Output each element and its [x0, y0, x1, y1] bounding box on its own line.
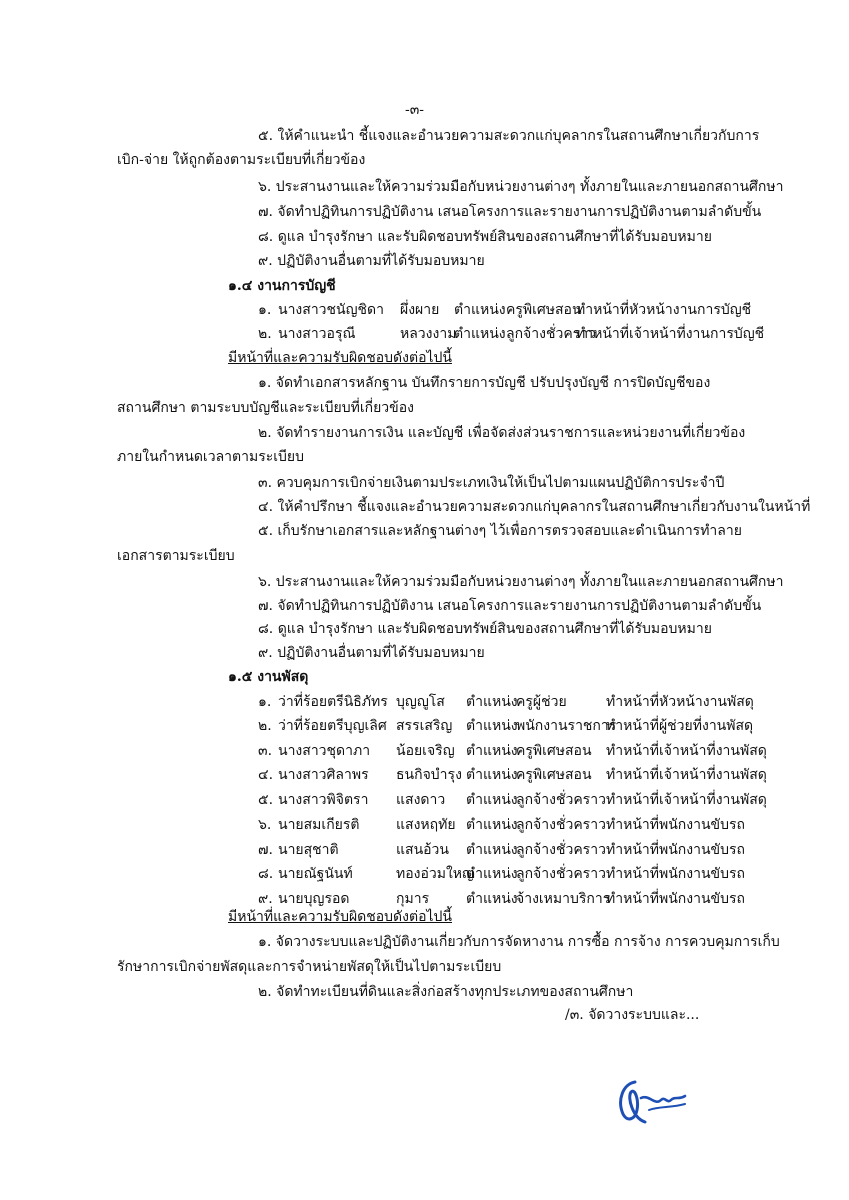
staff-number: ๘.: [258, 866, 274, 882]
staff-position: ครูพิเศษสอน: [506, 302, 582, 318]
staff-name: ว่าที่ร้อยตรีบุญเลิศ: [278, 718, 387, 734]
staff-row: [258, 815, 745, 835]
staff-role: ทำหน้าที่พนักงานขับรถ: [606, 866, 745, 882]
staff-number: ๕.: [258, 792, 274, 808]
staff-number: ๒.: [258, 718, 272, 734]
position-label: ตำแหน่ง: [466, 767, 518, 783]
position-label: ตำแหน่ง: [466, 817, 518, 833]
staff-role: ทำหน้าที่ผู้ช่วยที่งานพัสดุ: [606, 718, 754, 734]
staff-number: ๒.: [258, 326, 272, 342]
position-label: ตำแหน่ง: [466, 842, 518, 858]
duty-item: สถานศึกษา ตามระบบบัญชีและระเบียบที่เกี่ยวข้อง: [117, 400, 414, 416]
staff-name: นางสาวชุดาภา: [278, 743, 371, 759]
staff-name: นายบุญรอด: [278, 891, 350, 907]
signature: [605, 1070, 695, 1134]
staff-name: ว่าที่ร้อยตรีนิธิภัทร: [278, 694, 388, 710]
staff-number: ๓.: [258, 743, 273, 759]
position-label: ตำแหน่ง: [466, 792, 518, 808]
duty-heading: มีหน้าที่และความรับผิดชอบดังต่อไปนี้: [228, 909, 452, 925]
staff-role: ทำหน้าที่หัวหน้างานพัสดุ: [606, 694, 754, 710]
staff-name: นางสาวชนัญชิดา: [278, 302, 384, 318]
staff-row: [258, 716, 754, 736]
staff-surname: หลวงงาม: [400, 326, 457, 342]
duty-item: ภายในกำหนดเวลาตามระเบียบ: [117, 449, 304, 465]
staff-surname: กุมาร: [396, 891, 430, 907]
position-label: ตำแหน่ง: [454, 326, 506, 342]
intro-item: ๙. ปฏิบัติงานอื่นตามที่ได้รับมอบหมาย: [258, 253, 485, 269]
staff-position: ครูผู้ช่วย: [516, 694, 567, 710]
staff-row: [258, 300, 752, 320]
intro-item: เบิก-จ่าย ให้ถูกต้องตามระเบียบที่เกี่ยวข้อง: [117, 152, 366, 168]
staff-role: ทำหน้าที่พนักงานขับรถ: [606, 842, 745, 858]
staff-position: พนักงานราชการ: [516, 718, 617, 734]
staff-name: นางสาวพิจิตรา: [278, 792, 369, 808]
duty-item: ๗. จัดทำปฏิทินการปฏิบัติงาน เสนอโครงการและรายงานการปฏิบัติงานตามลำดับขั้น: [258, 598, 762, 614]
staff-number: ๙.: [258, 891, 273, 907]
staff-surname: สรรเสริญ: [396, 718, 453, 734]
staff-surname: แสงดาว: [396, 792, 446, 808]
staff-position: ลูกจ้างชั่วคราว: [516, 866, 606, 882]
staff-surname: ธนกิจบำรุง: [396, 767, 462, 783]
staff-row: [258, 765, 767, 785]
staff-position: ลูกจ้างชั่วคราว: [516, 817, 606, 833]
staff-position: จ้างเหมาบริการ: [516, 891, 611, 907]
staff-surname: แสนอ้วน: [396, 842, 449, 858]
intro-item: ๖. ประสานงานและให้ความร่วมมือกับหน่วยงานต่างๆ ทั้งภายในและภายนอกสถานศึกษา: [258, 179, 784, 195]
duty-item: ๙. ปฏิบัติงานอื่นตามที่ได้รับมอบหมาย: [258, 645, 485, 661]
staff-row: [258, 741, 767, 761]
staff-name: นายสมเกียรติ: [278, 817, 360, 833]
duty-item: ๖. ประสานงานและให้ความร่วมมือกับหน่วยงานต่างๆ ทั้งภายในและภายนอกสถานศึกษา: [258, 574, 784, 590]
staff-surname: แสงหฤทัย: [396, 817, 456, 833]
staff-surname: น้อยเจริญ: [396, 743, 455, 759]
staff-row: [258, 790, 767, 810]
duty-item: ๓. ควบคุมการเบิกจ่ายเงินตามประเภทเงินให้เป็นไปตามแผนปฏิบัติการประจำปี: [258, 475, 725, 491]
continuation-note: /๓. จัดวางระบบและ...: [565, 1007, 700, 1023]
staff-number: ๗.: [258, 842, 273, 858]
position-label: ตำแหน่ง: [466, 866, 518, 882]
staff-role: ทำหน้าที่เจ้าหน้าที่งานพัสดุ: [606, 743, 767, 759]
page-number: -๓-: [405, 102, 425, 118]
intro-item: ๘. ดูแล บำรุงรักษา และรับผิดชอบทรัพย์สินของสถานศึกษาที่ได้รับมอบหมาย: [258, 229, 712, 245]
duty-item: ๔. ให้คำปรึกษา ชี้แจงและอำนวยความสะดวกแก่บุคลากรในสถานศึกษาเกี่ยวกับงานในหน้าที่: [258, 499, 811, 515]
staff-surname: ผึ่งผาย: [400, 302, 440, 318]
staff-position: ครูพิเศษสอน: [516, 743, 592, 759]
duty-item: ๒. จัดทำทะเบียนที่ดินและสิ่งก่อสร้างทุกประเภทของสถานศึกษา: [258, 984, 634, 1000]
staff-row: [258, 864, 745, 884]
staff-position: ลูกจ้างชั่วคราว: [516, 792, 606, 808]
staff-position: ลูกจ้างชั่วคราว: [516, 842, 606, 858]
staff-number: ๔.: [258, 767, 274, 783]
staff-role: ทำหน้าที่พนักงานขับรถ: [606, 817, 745, 833]
position-label: ตำแหน่ง: [466, 891, 518, 907]
staff-number: ๑.: [258, 302, 272, 318]
duty-item: เอกสารตามระเบียบ: [117, 548, 235, 564]
duty-heading: มีหน้าที่และความรับผิดชอบดังต่อไปนี้: [228, 350, 452, 366]
staff-surname: บุญญูโส: [396, 694, 445, 710]
position-label: ตำแหน่ง: [466, 718, 518, 734]
staff-row: [258, 324, 765, 344]
staff-name: นางสาวศิลาพร: [278, 767, 369, 783]
section-heading: ๑.๕ งานพัสดุ: [228, 669, 309, 685]
staff-row: [258, 692, 754, 712]
position-label: ตำแหน่ง: [466, 694, 518, 710]
position-label: ตำแหน่ง: [466, 743, 518, 759]
staff-row: [258, 840, 745, 860]
staff-number: ๖.: [258, 817, 272, 833]
staff-role: ทำหน้าที่เจ้าหน้าที่งานพัสดุ: [606, 767, 767, 783]
staff-name: นางสาวอรุณี: [278, 326, 356, 342]
staff-name: นายณัฐนันท์: [278, 866, 353, 882]
duty-item: รักษาการเบิกจ่ายพัสดุและการจำหน่ายพัสดุให้เป็นไปตามระเบียบ: [117, 959, 502, 975]
staff-role: ทำหน้าที่พนักงานขับรถ: [606, 891, 745, 907]
duty-item: ๘. ดูแล บำรุงรักษา และรับผิดชอบทรัพย์สินของสถานศึกษาที่ได้รับมอบหมาย: [258, 621, 712, 637]
duty-item: ๕. เก็บรักษาเอกสารและหลักฐานต่างๆ ไว้เพื่อการตรวจสอบและดำเนินการทำลาย: [258, 523, 742, 539]
duty-item: ๒. จัดทำรายงานการเงิน และบัญชี เพื่อจัดส่งส่วนราชการและหน่วยงานที่เกี่ยวข้อง: [258, 425, 746, 441]
intro-item: ๗. จัดทำปฏิทินการปฏิบัติงาน เสนอโครงการและรายงานการปฏิบัติงานตามลำดับขั้น: [258, 204, 762, 220]
staff-position: ลูกจ้างชั่วคราว: [506, 326, 596, 342]
duty-item: ๑. จัดวางระบบและปฏิบัติงานเกี่ยวกับการจัดหางาน การซื้อ การจ้าง การควบคุมการเก็บ: [258, 934, 780, 950]
staff-surname: ทองอ่วมใหญ่: [396, 866, 474, 882]
staff-number: ๑.: [258, 694, 272, 710]
staff-role: ทำหน้าที่เจ้าหน้าที่งานการบัญชี: [576, 326, 765, 342]
staff-name: นายสุชาติ: [278, 842, 339, 858]
staff-role: ทำหน้าที่เจ้าหน้าที่งานพัสดุ: [606, 792, 767, 808]
section-heading: ๑.๔ งานการบัญชี: [228, 278, 336, 294]
position-label: ตำแหน่ง: [454, 302, 506, 318]
staff-role: ทำหน้าที่หัวหน้างานการบัญชี: [576, 302, 752, 318]
staff-row: [258, 889, 745, 909]
staff-position: ครูพิเศษสอน: [516, 767, 592, 783]
intro-item: ๕. ให้คำแนะนำ ชี้แจงและอำนวยความสะดวกแก่บุคลากรในสถานศึกษาเกี่ยวกับการ: [258, 128, 760, 144]
duty-item: ๑. จัดทำเอกสารหลักฐาน บันทึกรายการบัญชี ปรับปรุงบัญชี การปิดบัญชีของ: [258, 375, 711, 391]
